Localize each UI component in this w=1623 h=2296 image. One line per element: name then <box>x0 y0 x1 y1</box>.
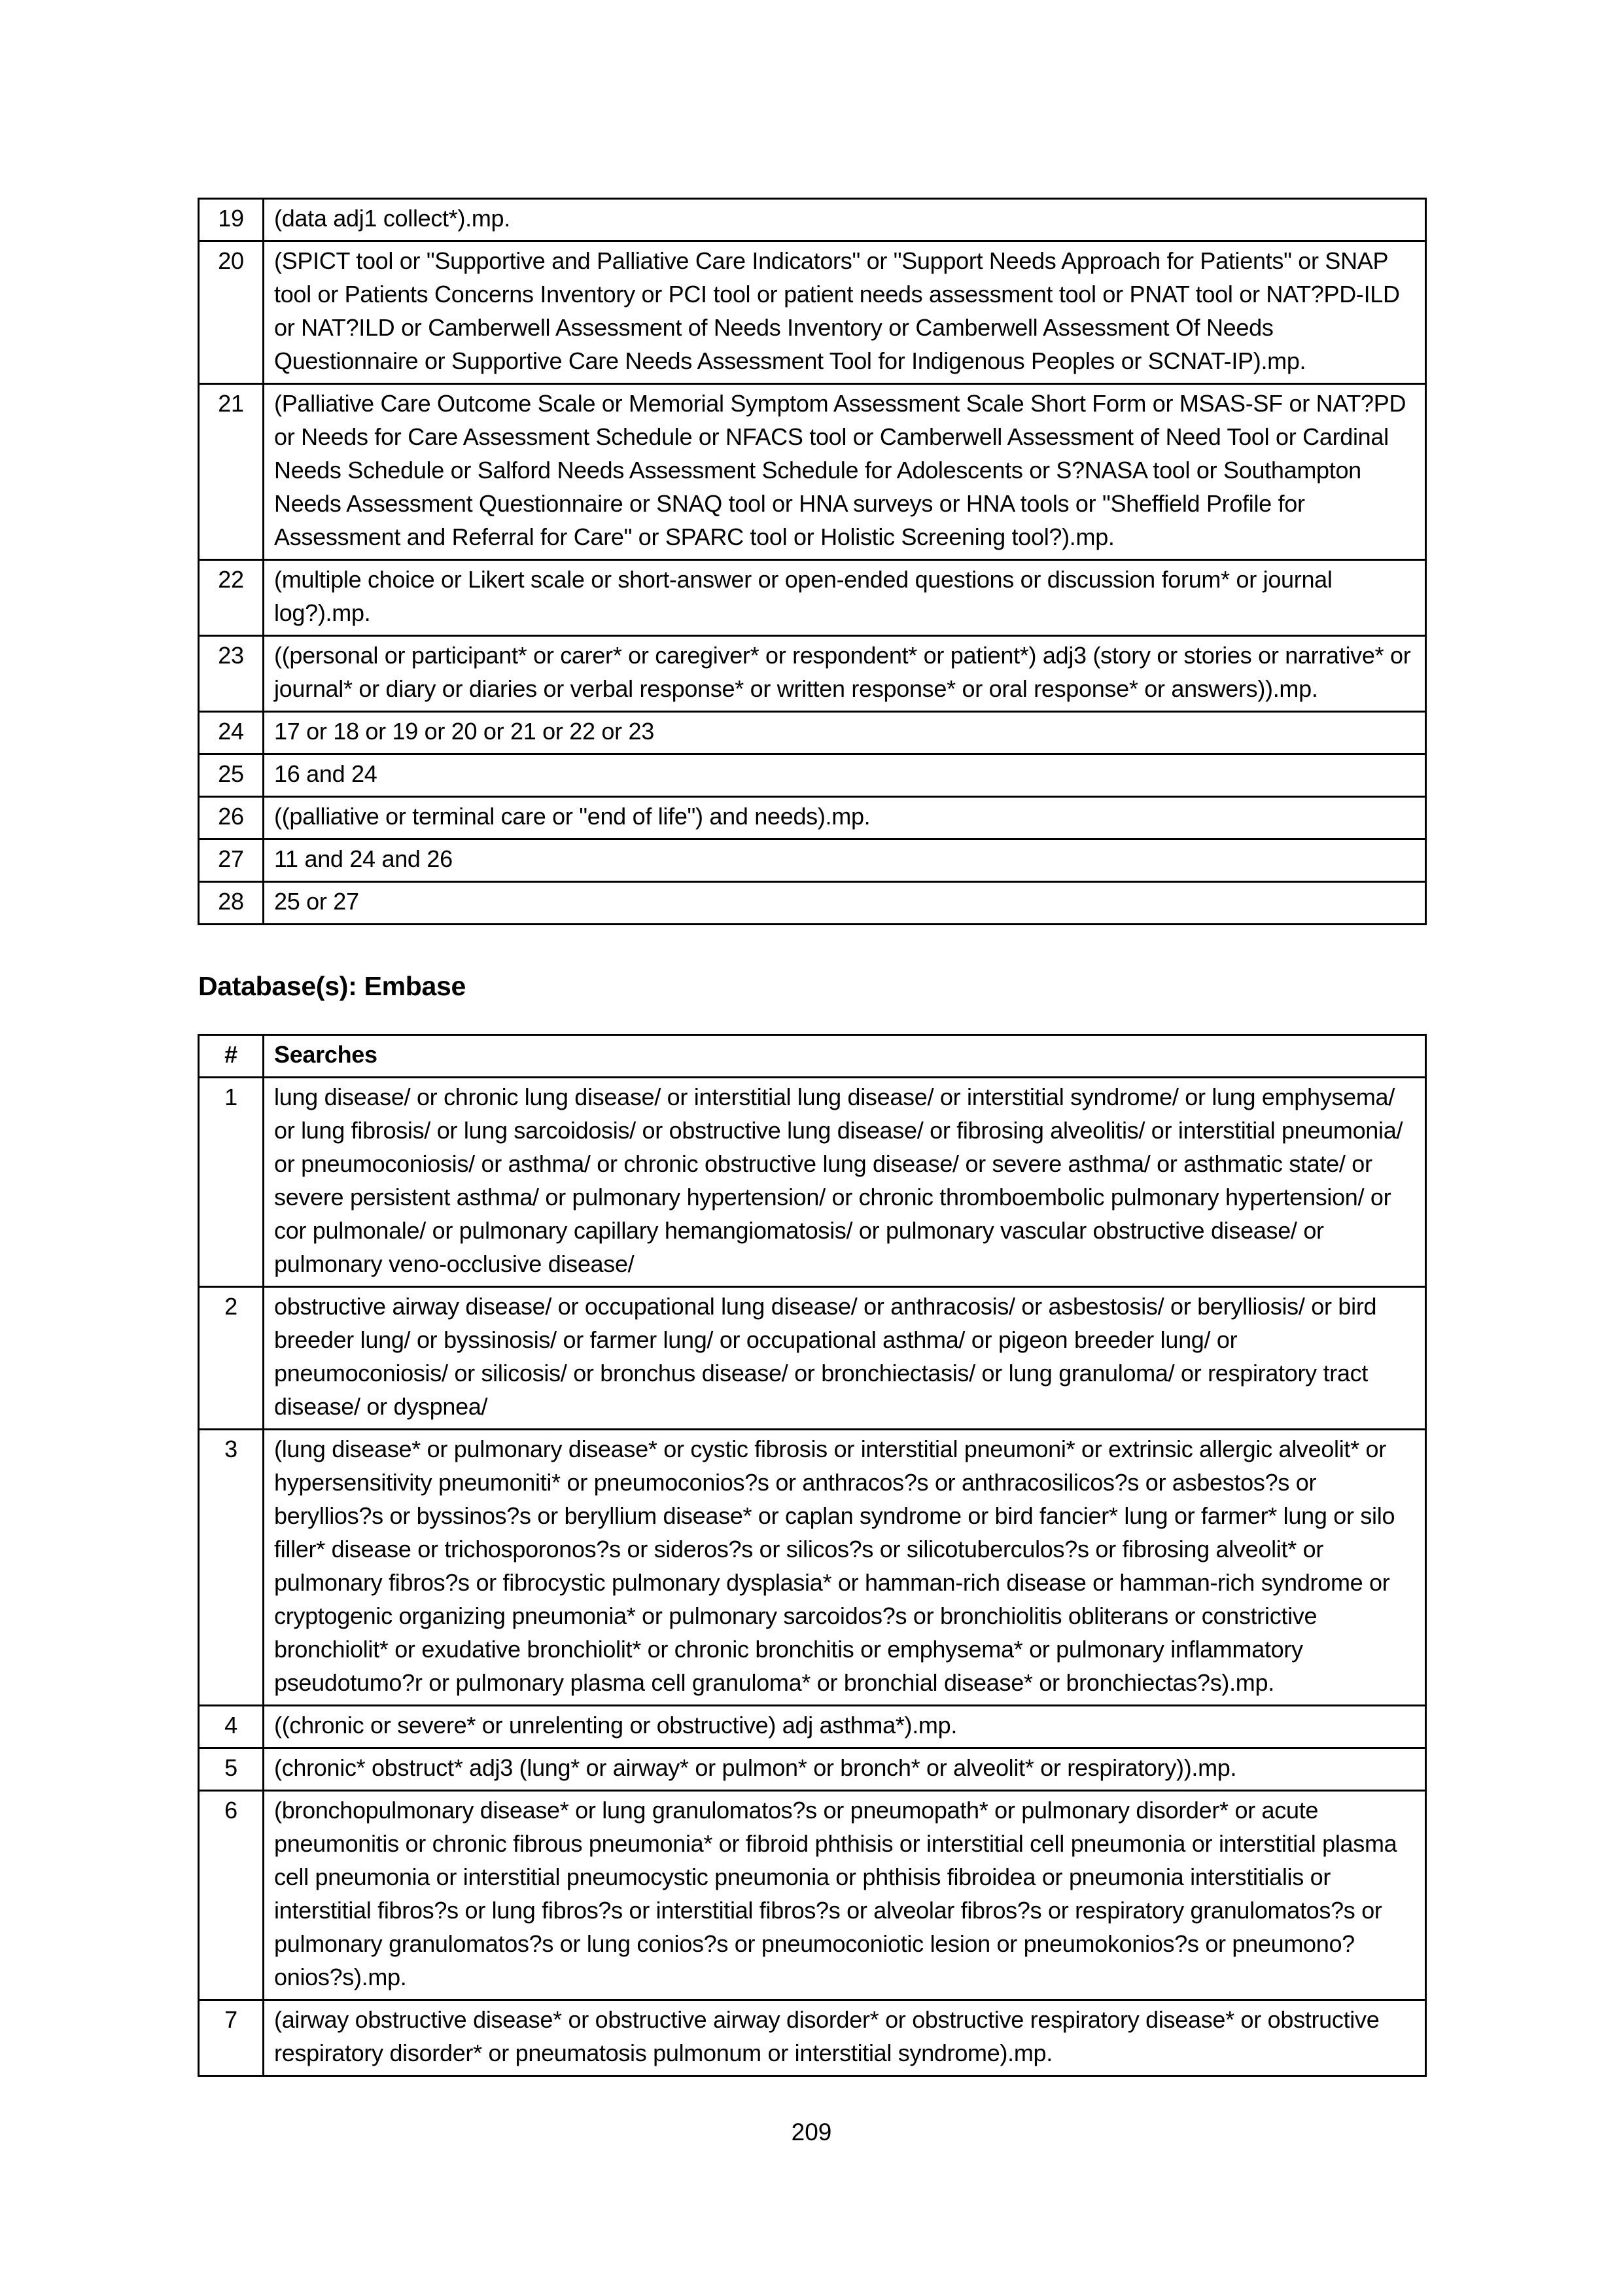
table-row <box>199 1078 1426 1287</box>
search-query: (chronic* obstruct* adj3 (lung* or airway* or pulmon* or bronch* or alveolit* or respiratory)).mp. <box>264 1748 1426 1791</box>
row-number: 25 <box>199 754 264 797</box>
table-row <box>199 241 1426 384</box>
search-query: obstructive airway disease/ or occupational lung disease/ or anthracosis/ or asbestosis/ or berylliosis/ or bird breeder lung/ or byssinosis/ or farmer lung/ or occupational asthma/ or pigeon breeder lung/ or pneumoconiosis/ or silicosis/ or bronchus disease/ or bronchiectasis/ or lung granuloma/ or respiratory tract disease/ or dyspnea/ <box>264 1287 1426 1430</box>
search-query: (multiple choice or Likert scale or short-answer or open-ended questions or discussion forum* or journal log?).mp. <box>264 560 1426 636</box>
row-number: 22 <box>199 560 264 636</box>
table-row <box>199 839 1426 882</box>
row-number: 27 <box>199 839 264 882</box>
row-number: 6 <box>199 1791 264 2000</box>
section-heading: Database(s): Embase <box>198 971 466 1001</box>
search-query: lung disease/ or chronic lung disease/ or interstitial lung disease/ or interstitial syndrome/ or lung emphysema/ or lung fibrosis/ or lung sarcoidosis/ or obstructive lung disease/ or fibrosing alveolitis/ or interstitial pneumonia/ or pneumoconiosis/ or asthma/ or chronic obstructive lung disease/ or severe asthma/ or asthmatic state/ or severe persistent asthma/ or pulmonary hypertension/ or chronic thromboembolic pulmonary hypertension/ or cor pulmonale/ or pulmonary capillary hemangiomatosis/ or pulmonary vascular obstructive disease/ or pulmonary veno-occlusive disease/ <box>264 1078 1426 1287</box>
table-row <box>199 1430 1426 1706</box>
row-number: 24 <box>199 712 264 754</box>
search-query: 17 or 18 or 19 or 20 or 21 or 22 or 23 <box>264 712 1426 754</box>
row-number: 5 <box>199 1748 264 1791</box>
embase-search-table <box>198 1034 1427 2077</box>
search-query: 11 and 24 and 26 <box>264 839 1426 882</box>
table-row <box>199 1706 1426 1748</box>
table-row <box>199 1791 1426 2000</box>
table-row <box>199 384 1426 560</box>
row-number: 21 <box>199 384 264 560</box>
table-header-row <box>199 1035 1426 1078</box>
search-query: ((palliative or terminal care or "end of life") and needs).mp. <box>264 797 1426 839</box>
table-row <box>199 199 1426 241</box>
row-number: 3 <box>199 1430 264 1706</box>
page-number: 209 <box>791 2119 832 2146</box>
row-number: 28 <box>199 882 264 925</box>
row-number: 23 <box>199 636 264 712</box>
row-number: 2 <box>199 1287 264 1430</box>
search-query: (bronchopulmonary disease* or lung granulomatos?s or pneumopath* or pulmonary disorder* or acute pneumonitis or chronic fibrous pneumonia* or fibroid phthisis or interstitial cell pneumonia or interstitial plasma cell pneumonia or interstitial pneumocystic pneumonia or phthisis fibroidea or pneumonia interstitialis or interstitial fibros?s or lung fibros?s or interstitial fibros?s or alveolar fibros?s or respiratory granulomatos?s or pulmonary granulomatos?s or lung conios?s or pneumoconiotic lesion or pneumokonios?s or pneumono?onios?s).mp. <box>264 1791 1426 2000</box>
search-query: 16 and 24 <box>264 754 1426 797</box>
search-strategy-table-continued <box>198 198 1427 925</box>
table-row <box>199 882 1426 925</box>
search-query: ((chronic or severe* or unrelenting or obstructive) adj asthma*).mp. <box>264 1706 1426 1748</box>
table-row <box>199 712 1426 754</box>
row-number: 19 <box>199 199 264 241</box>
table-row <box>199 797 1426 839</box>
table-row <box>199 560 1426 636</box>
table-row <box>199 1287 1426 1430</box>
search-query: 25 or 27 <box>264 882 1426 925</box>
table-row <box>199 2000 1426 2076</box>
row-number: 4 <box>199 1706 264 1748</box>
row-number: 7 <box>199 2000 264 2076</box>
search-query: (lung disease* or pulmonary disease* or cystic fibrosis or interstitial pneumoni* or extrinsic allergic alveolit* or hypersensitivity pneumoniti* or pneumoconios?s or anthracos?s or anthracosilicos?s or asbestos?s or beryllios?s or byssinos?s or beryllium disease* or caplan syndrome or bird fancier* lung or farmer* lung or silo filler* disease or trichosporonos?s or sideros?s or silicos?s or silicotuberculos?s or fibrosing alveolit* or pulmonary fibros?s or fibrocystic pulmonary dysplasia* or hamman-rich disease or hamman-rich syndrome or cryptogenic organizing pneumonia* or pulmonary sarcoidos?s or bronchiolitis obliterans or constrictive bronchiolit* or exudative bronchiolit* or chronic bronchitis or emphysema* or pulmonary inflammatory pseudotumo?r or pulmonary plasma cell granuloma* or bronchial disease* or bronchiectas?s).mp. <box>264 1430 1426 1706</box>
search-query: (airway obstructive disease* or obstructive airway disorder* or obstructive respiratory disease* or obstructive respiratory disorder* or pneumatosis pulmonum or interstitial syndrome).mp. <box>264 2000 1426 2076</box>
column-header-number: # <box>199 1035 264 1078</box>
row-number: 20 <box>199 241 264 384</box>
row-number: 26 <box>199 797 264 839</box>
table-row <box>199 1748 1426 1791</box>
search-query: (Palliative Care Outcome Scale or Memorial Symptom Assessment Scale Short Form or MSAS-SF or NAT?PD or Needs for Care Assessment Schedule or NFACS tool or Camberwell Assessment of Need Tool or Cardinal Needs Schedule or Salford Needs Assessment Schedule for Adolescents or S?NASA tool or Southampton Needs Assessment Questionnaire or SNAQ tool or HNA surveys or HNA tools or "Sheffield Profile for Assessment and Referral for Care" or SPARC tool or Holistic Screening tool?).mp. <box>264 384 1426 560</box>
search-query: ((personal or participant* or carer* or caregiver* or respondent* or patient*) adj3 (story or stories or narrative* or journal* or diary or diaries or verbal response* or written response* or oral response* or answers)).mp. <box>264 636 1426 712</box>
search-query: (data adj1 collect*).mp. <box>264 199 1426 241</box>
column-header-searches: Searches <box>264 1035 1426 1078</box>
table-row <box>199 754 1426 797</box>
table-row <box>199 636 1426 712</box>
search-query: (SPICT tool or "Supportive and Palliative Care Indicators" or "Support Needs Approach for Patients" or SNAP tool or Patients Concerns Inventory or PCI tool or patient needs assessment tool or PNAT tool or NAT?PD-ILD or NAT?ILD or Camberwell Assessment of Needs Inventory or Camberwell Assessment Of Needs Questionnaire or Supportive Care Needs Assessment Tool for Indigenous Peoples or SCNAT-IP).mp. <box>264 241 1426 384</box>
row-number: 1 <box>199 1078 264 1287</box>
